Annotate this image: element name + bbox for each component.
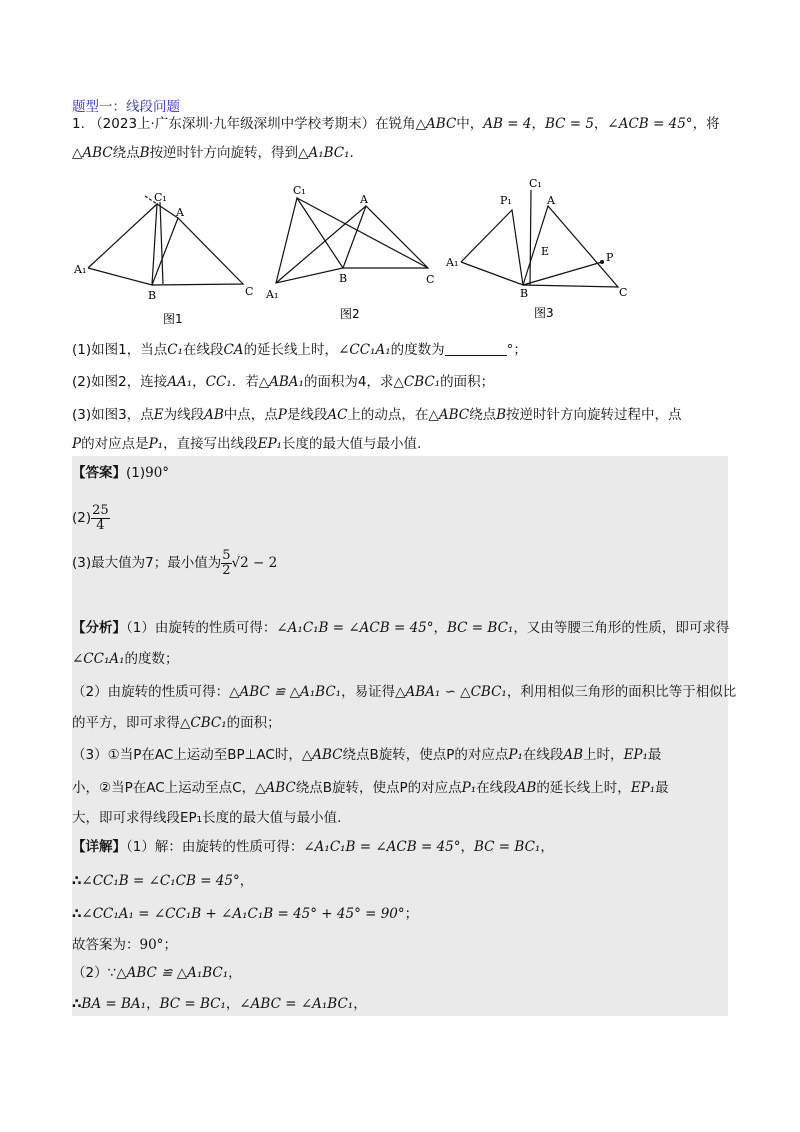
label-c1: C₁ [154, 191, 167, 204]
label-e: E [541, 245, 550, 258]
math: ∠CC₁B = ∠C₁CB = 45° [81, 873, 240, 889]
question-1 [72, 340, 732, 360]
problem-line-2 [72, 143, 732, 163]
text: 的度数为 [390, 342, 445, 358]
label-p: P [606, 251, 614, 264]
math: △ABC ≌ △A₁BC₁ [229, 684, 342, 700]
text: 上时， [583, 747, 624, 763]
problem-source: （2023上·广东深圳·九年级深圳中学校考期末） [89, 116, 376, 132]
text: 最 [647, 747, 662, 763]
math: P [277, 407, 287, 423]
math: △ABC [255, 780, 296, 796]
text: ，又由等腰三角形的性质，即可求得 [513, 620, 730, 636]
text: ， [192, 374, 206, 390]
text: (3)最大值为7；最小值为 [72, 555, 222, 571]
label-p1: P₁ [500, 194, 512, 207]
math: E [153, 407, 164, 423]
math: EP₁ [623, 747, 648, 763]
numerator: 5 [222, 547, 231, 563]
answer-line-2 [72, 500, 732, 536]
math: △ABC [72, 145, 113, 161]
label-c: C [619, 286, 628, 299]
analysis-line-7: 大，即可求得线段EP₁长度的最大值与最小值. [72, 810, 342, 826]
text: 长度的最大值与最小值. [281, 436, 422, 452]
text: (1)如图1，当点 [72, 342, 168, 358]
text: ，将 [692, 116, 720, 132]
text: ， [540, 839, 554, 855]
math: P [72, 436, 82, 452]
text: 绕点B旋转，使点P的对应点 [342, 747, 509, 763]
text: (1) [126, 465, 146, 481]
therefore-symbol: ∴ [72, 996, 82, 1012]
figure-1-caption: 图1 [163, 312, 183, 326]
detail-line-4 [72, 935, 732, 955]
text: ，利用相似三角形的面积比等于相似比 [506, 684, 737, 700]
text: 为线段 [163, 407, 205, 423]
denominator: 4 [96, 517, 105, 533]
text: ； [163, 937, 177, 953]
math: BC = BC₁ [447, 620, 514, 636]
answer-line-1 [72, 463, 732, 483]
text: ， [433, 620, 448, 636]
analysis-line-3 [72, 682, 737, 702]
text: ， [225, 996, 240, 1012]
text: 小，②当P在AC上运动至点C， [72, 780, 256, 796]
detail-line-1 [72, 837, 732, 857]
text: 的延长线上时， [243, 342, 339, 358]
detail-line-2 [72, 871, 732, 891]
math: BC = BC₁ [159, 996, 226, 1012]
analysis-line-5 [72, 745, 732, 765]
math: P₁ [508, 747, 523, 763]
text: . [349, 145, 354, 161]
math: BA = BA₁ [81, 996, 147, 1012]
label-c1: C₁ [293, 184, 306, 197]
label-c: C [245, 285, 254, 298]
text: ， [353, 996, 367, 1012]
text: (3)如图3，点 [72, 407, 154, 423]
detail-line-6 [72, 994, 732, 1014]
text: 的延长线上时， [536, 780, 631, 796]
text: (2) [72, 510, 92, 526]
math: BC = 5 [544, 116, 594, 132]
therefore-symbol: ∴ [72, 906, 82, 922]
math: AB [563, 747, 584, 763]
math: P₁ [148, 436, 164, 452]
detail-label: 【详解】 [72, 839, 126, 855]
text: 的平方，即可求得 [72, 715, 180, 731]
math: EP₁ [630, 780, 656, 796]
figures [0, 168, 800, 328]
math: AC [327, 407, 348, 423]
math: AA₁ [167, 374, 193, 390]
problem-line-1 [72, 114, 732, 134]
math: ∠A₁C₁B = ∠ACB = 45° [276, 620, 434, 636]
question-2 [72, 372, 732, 392]
label-a1: A₁ [74, 263, 87, 276]
text: °； [506, 342, 527, 358]
text: 在线段 [182, 342, 224, 358]
triangle-abc [523, 206, 618, 287]
text: 中点，点 [223, 407, 278, 423]
math: B [139, 145, 150, 161]
text: ．若 [231, 374, 259, 390]
triangle-a1c1b [276, 198, 343, 283]
math: 90° [139, 937, 164, 953]
label-b: B [520, 287, 529, 300]
text: 在锐角 [375, 116, 416, 132]
math: EP₁ [257, 436, 282, 452]
math: △ABC [415, 116, 457, 132]
text: 的面积为4，求 [303, 374, 394, 390]
math: ∠A₁C₁B = ∠ACB = 45° [303, 839, 461, 855]
analysis-line-6 [72, 778, 732, 798]
math: AB [516, 780, 537, 796]
triangle-a1bc1 [88, 204, 157, 285]
text: 绕点 [469, 407, 497, 423]
math: BC = BC₁ [474, 839, 541, 855]
label-a: A [360, 193, 368, 206]
analysis-line-4 [72, 713, 732, 733]
problem-number: 1. [72, 116, 85, 132]
math: P₁ [461, 780, 477, 796]
triangle-abc [152, 218, 243, 285]
math: △ABC [301, 747, 343, 763]
text: 的面积； [440, 374, 495, 390]
analysis-label: 【分析】 [72, 620, 126, 636]
segment-aa1 [276, 206, 366, 283]
label-a1: A₁ [266, 288, 279, 301]
segment-c1b [160, 202, 163, 284]
text: (2)如图2，连接 [72, 374, 168, 390]
triangle-a1p1b [461, 210, 523, 285]
section-heading: 题型一：线段问题 [72, 99, 180, 115]
math: CA [223, 342, 244, 358]
answer-label: 【答案】 [72, 465, 126, 481]
math: ∠CC₁A₁ = ∠CC₁B + ∠A₁C₁B = 45° + 45° = 90° [81, 906, 405, 922]
solution-panel [72, 456, 728, 1016]
question-3-line-1 [72, 405, 732, 425]
answer-line-3 [72, 545, 732, 581]
text: （2）由旋转的性质可得： [72, 684, 230, 700]
text: 按逆时针方向旋转过程中，点 [506, 407, 682, 423]
math: △CBC₁ [180, 715, 227, 731]
numerator: 25 [92, 502, 109, 518]
text: 上的动点，在 [347, 407, 429, 423]
math: △CBC₁ [393, 374, 441, 390]
label-a1: A₁ [446, 256, 459, 269]
text: ， [239, 873, 254, 889]
figure-3-caption: 图3 [534, 306, 554, 320]
point-p [600, 260, 604, 264]
text: 绕点B旋转，使点P的对应点 [295, 780, 462, 796]
text: ， [593, 116, 608, 132]
text: ； [404, 906, 419, 922]
text: （1）由旋转的性质可得： [126, 620, 277, 636]
label-a: A [176, 206, 184, 219]
text: 中， [456, 116, 484, 132]
label-a: A [547, 194, 555, 207]
question-3-line-2 [72, 434, 732, 454]
math: △ABA₁ ∽ △CBC₁ [395, 684, 507, 700]
text: （2）∵ [72, 965, 117, 981]
text: ，直接写出线段 [163, 436, 258, 452]
text: 的面积； [226, 715, 281, 731]
text: ， [531, 116, 545, 132]
text: 最 [655, 780, 669, 796]
text: 在线段 [476, 780, 517, 796]
text: ， [460, 839, 475, 855]
figure-2-caption: 图2 [340, 307, 360, 321]
label-b: B [339, 272, 348, 285]
text: （1）解：由旋转的性质可得： [126, 839, 304, 855]
text: （3）①当P在AC上运动至BP⊥AC时， [72, 747, 302, 763]
math: △ABC ≌ △A₁BC₁ [116, 965, 229, 981]
text: ，易证得 [341, 684, 396, 700]
math: √2 − 2 [231, 555, 278, 571]
analysis-line-1 [72, 618, 732, 638]
analysis-line-2 [72, 649, 732, 669]
math: 90° [145, 465, 170, 481]
text: 在线段 [522, 747, 564, 763]
math: △A₁BC₁ [298, 145, 350, 161]
math: AB = 4 [483, 116, 532, 132]
segment-bp [523, 262, 602, 285]
text: 是线段 [286, 407, 328, 423]
fraction [91, 504, 110, 533]
denominator: 2 [222, 562, 231, 578]
figure-2 [276, 198, 428, 283]
text: 绕点 [112, 145, 140, 161]
label-b: B [148, 289, 157, 302]
math: ∠CC₁A₁ [72, 651, 125, 667]
text: 的度数； [124, 651, 179, 667]
math: C₁ [167, 342, 183, 358]
figure-1 [88, 196, 243, 285]
math: △ABC [428, 407, 470, 423]
math: ∠CC₁A₁ [338, 342, 391, 358]
math: CC₁ [205, 374, 232, 390]
detail-line-5 [72, 963, 732, 983]
fraction [221, 549, 231, 578]
math: ∠ABC = ∠A₁BC₁ [239, 996, 354, 1012]
answer-blank [445, 341, 507, 356]
text: ， [146, 996, 160, 1012]
label-c1: C₁ [529, 177, 542, 190]
math: △ABA₁ [258, 374, 304, 390]
math: B [496, 407, 506, 423]
figure-3 [461, 190, 618, 287]
text: 故答案为： [72, 937, 140, 953]
text: 的对应点是 [81, 436, 149, 452]
text: 按逆时针方向旋转，得到 [149, 145, 299, 161]
label-c: C [426, 273, 435, 286]
segment-c1b [530, 190, 531, 285]
math: AB [204, 407, 224, 423]
detail-line-3 [72, 904, 732, 924]
text: ， [228, 965, 242, 981]
math: ∠ACB = 45° [607, 116, 693, 132]
therefore-symbol: ∴ [72, 873, 82, 889]
